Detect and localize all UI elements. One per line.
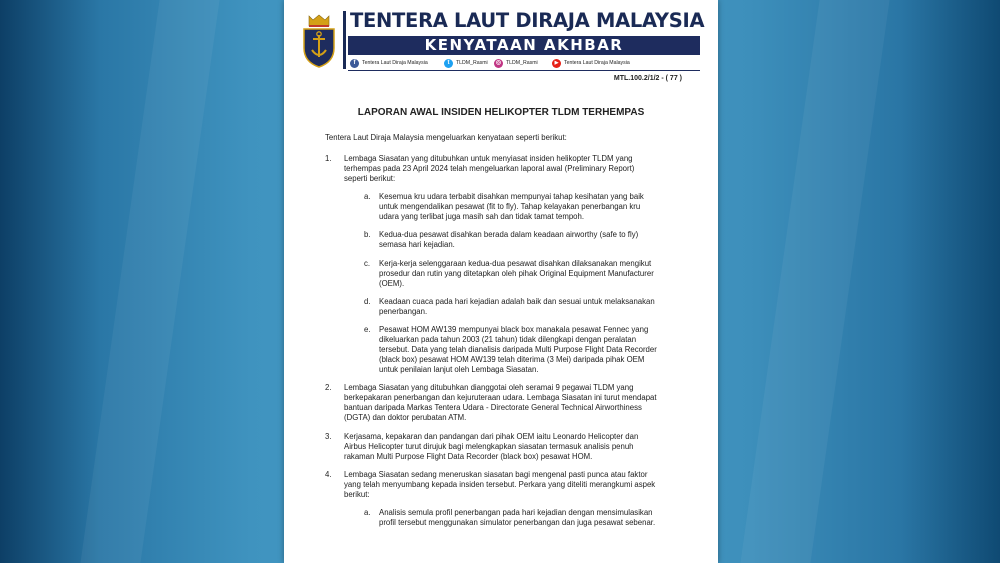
sub-item-1e [379, 325, 657, 375]
text-line: Kesemua kru udara terbabit disahkan mempunyai tahap kesihatan yang baik [379, 192, 644, 201]
text-line: Analisis semula profil penerbangan pada hari kejadian dengan mensimulasikan [379, 508, 653, 517]
sub-item-letter: c. [364, 259, 371, 268]
paragraph-number: 1. [325, 154, 332, 163]
text-line: bantuan daripada Markas Tentera Udara - Directorate General Technical Airworthiness [344, 403, 642, 412]
paragraph-2 [344, 383, 657, 423]
text-line: Kerjasama, kepakaran dan pandangan dari pihak OEM iaitu Leonardo Helicopter dan [344, 432, 639, 441]
social-label: Tentera Laut Diraja Malaysia [564, 60, 630, 66]
sub-item-letter: d. [364, 297, 371, 306]
text-line: Keadaan cuaca pada hari kejadian adalah baik dan sesuai untuk melaksanakan [379, 297, 655, 306]
bg-ray [80, 0, 219, 563]
sub-item-letter: a. [364, 508, 371, 517]
document-type-banner: KENYATAAN AKHBAR [348, 36, 700, 55]
document-title: LAPORAN AWAL INSIDEN HELIKOPTER TLDM TERHEMPAS [357, 107, 645, 118]
facebook-icon: f [350, 59, 359, 68]
text-line: Kedua-dua pesawat disahkan berada dalam keadaan airworthy (safe to fly) [379, 230, 639, 239]
paragraph-number: 4. [325, 470, 332, 479]
text-line: terhempas pada 23 April 2024 telah mengeluarkan laporal awal (Preliminary Report) [344, 164, 635, 173]
text-line: berikut: [344, 490, 370, 499]
youtube-icon: ▶ [552, 59, 561, 68]
text-line: untuk mengendalikan pesawat (fit to fly). Tahap kelayakan penerbangan kru [379, 202, 641, 211]
text-line: penerbangan. [379, 307, 428, 316]
paragraph-number: 2. [325, 383, 332, 392]
sub-item-1b [379, 230, 638, 250]
sub-item-1d [379, 297, 655, 317]
paragraph-4 [344, 470, 655, 500]
paragraph-number: 3. [325, 432, 332, 441]
text-line: untuk penilaian lanjut oleh Lembaga Siasatan. [379, 365, 539, 374]
text-line: Airbus Helicopter turut dirujuk bagi melengkapkan siasatan termasuk analisis penuh [344, 442, 634, 451]
text-line: berkepakaran penerbangan dan kejuruteraan udara. Lembaga Siasatan ini turut mendapat [344, 393, 657, 402]
social-label: TLDM_Rasmi [506, 60, 538, 66]
text-line: semasa hari kejadian. [379, 240, 455, 249]
sub-item-1a [379, 192, 644, 222]
social-facebook[interactable] [350, 58, 428, 68]
social-label: TLDM_Rasmi [456, 60, 488, 66]
reference-number: MTL.100.2/1/2 - ( 77 ) [613, 75, 682, 82]
social-youtube[interactable] [552, 58, 630, 68]
text-line: tersebut. Data yang telah dianalisis daripada Multi Purpose Flight Data Recorder [379, 345, 657, 354]
twitter-icon: t [444, 59, 453, 68]
instagram-icon: ◎ [495, 59, 502, 66]
navy-crest-logo [301, 14, 337, 68]
sub-item-4a [379, 508, 655, 528]
social-media-bar [348, 56, 700, 71]
sub-item-1c [379, 259, 654, 289]
bg-ray [740, 0, 889, 563]
paragraph-1 [344, 154, 634, 184]
sub-item-letter: e. [364, 325, 371, 334]
paragraph-3 [344, 432, 638, 462]
social-instagram[interactable] [494, 58, 538, 68]
sub-item-letter: a. [364, 192, 371, 201]
text-line: (DGTA) dan doktor perubatan ATM. [344, 413, 467, 422]
sub-item-letter: b. [364, 230, 371, 239]
text-line: Kerja-kerja selenggaraan kedua-dua pesawat disahkan dilaksanakan mengikut [379, 259, 652, 268]
social-label: Tentera Laut Diraja Malaysia [362, 60, 428, 66]
social-twitter[interactable] [444, 58, 488, 68]
text-line: Lembaga Siasatan yang ditubuhkan untuk menyiasat insiden helikopter TLDM yang [344, 154, 633, 163]
text-line: dikeluarkan pada tahun 2003 (21 tahun) tidak dilengkapi dengan peralatan [379, 335, 637, 344]
header-divider [343, 11, 346, 69]
text-line: udara yang terlibat juga masih sah dan tidak tamat tempoh. [379, 212, 585, 221]
text-line: seperti berikut: [344, 174, 396, 183]
intro-text: Tentera Laut Diraja Malaysia mengeluarkan kenyataan seperti berikut: [325, 133, 567, 142]
text-line: Lembaga Siasatan yang ditubuhkan dianggotai oleh seramai 9 pegawai TLDM yang [344, 383, 634, 392]
text-line: profil tersebut menggunakan simulator penerbangan dan juga pesawat sebenar. [379, 518, 656, 527]
text-line: prosedur dan rutin yang ditetapkan oleh pihak Original Equipment Manufacturer [379, 269, 654, 278]
press-release-page [284, 0, 718, 563]
text-line: Lembaga Siasatan sedang meneruskan siasatan bagi mengenal pasti punca atau faktor [344, 470, 648, 479]
text-line: yang telah menyumbang kepada insiden tersebut. Perkara yang diteliti merangkumi aspek [344, 480, 656, 489]
text-line: rakaman Multi Purpose Flight Data Recorder (black box) pesawat HOM. [344, 452, 593, 461]
text-line: (OEM). [379, 279, 405, 288]
text-line: (black box) pesawat HOM AW139 telah diterima (3 Mei) daripada pihak OEM [379, 355, 645, 364]
text-line: Pesawat HOM AW139 mempunyai black box manakala pesawat Fennec yang [379, 325, 649, 334]
organization-name: TENTERA LAUT DIRAJA MALAYSIA [350, 9, 705, 32]
